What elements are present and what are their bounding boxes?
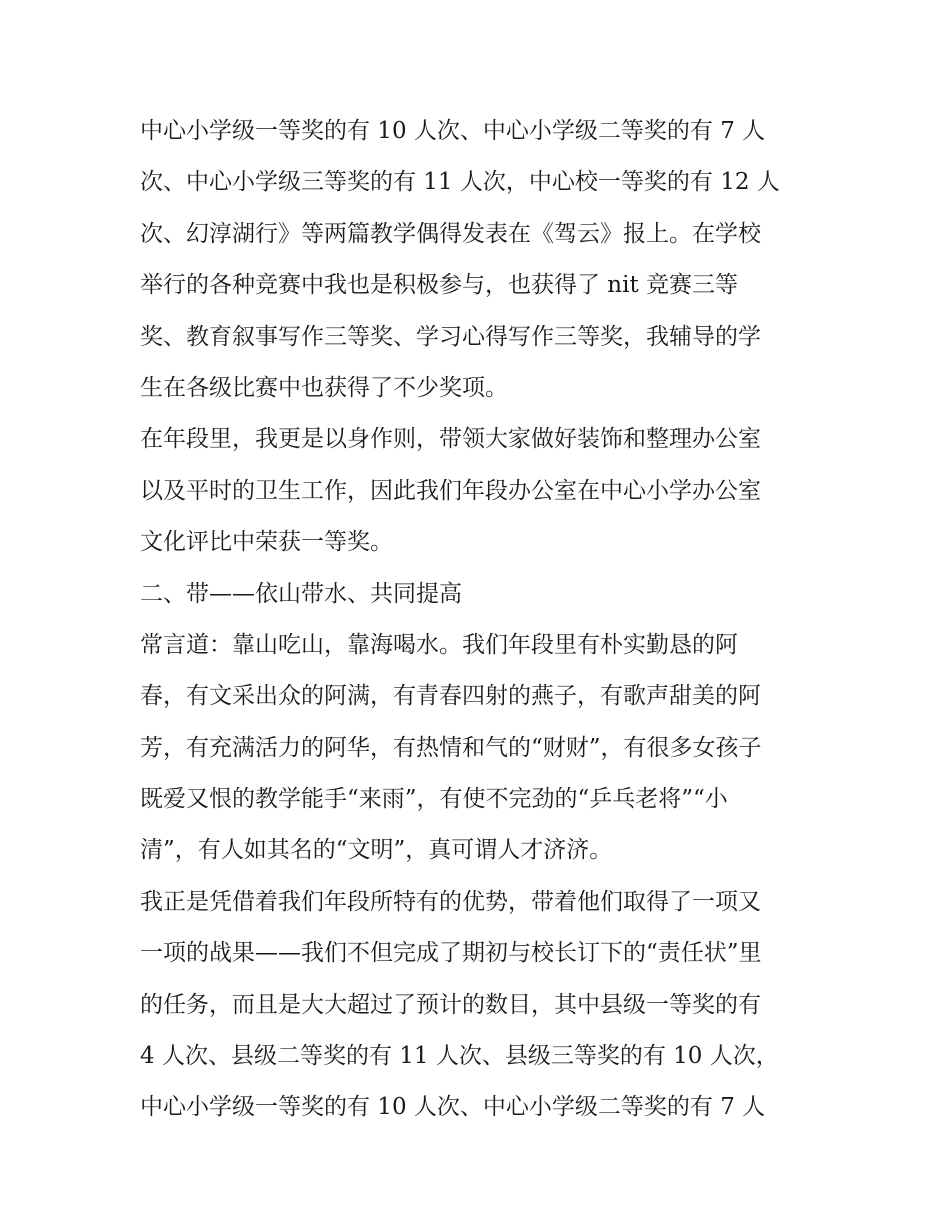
- text-line: 春，有文采出众的阿满，有青春四射的燕子，有歌声甜美的阿: [140, 683, 761, 710]
- section-heading: 二、带——依山带水、共同提高: [140, 580, 462, 607]
- text-line: 一项的战果——我们不但完成了期初与校长订下的“责任状”里: [140, 940, 762, 967]
- text-line: 生在各级比赛中也获得了不少奖项。: [140, 374, 508, 401]
- text-line: 奖、教育叙事写作三等奖、学习心得写作三等奖，我辅导的学: [140, 323, 761, 350]
- text-line: 既爱又恨的教学能手“来雨”，有使不完劲的“乒乓老将”“小: [140, 786, 728, 813]
- document-body: [140, 106, 830, 1134]
- text-line: 次、中心小学级三等奖的有 11 人次，中心校一等奖的有 12 人: [140, 169, 780, 196]
- text-line: 的任务，而且是大大超过了预计的数目，其中县级一等奖的有: [140, 991, 761, 1018]
- text-line: 以及平时的卫生工作，因此我们年段办公室在中心小学办公室: [140, 477, 761, 504]
- text-line: 中心小学级一等奖的有 10 人次、中心小学级二等奖的有 7 人: [140, 118, 766, 144]
- text-line: 4 人次、县级二等奖的有 11 人次、县级三等奖的有 10 人次，: [140, 1043, 779, 1070]
- text-line: 我正是凭借着我们年段所特有的优势，带着他们取得了一项又: [140, 888, 761, 915]
- text-line: 中心小学级一等奖的有 10 人次、中心小学级二等奖的有 7 人: [140, 1094, 766, 1121]
- text-line: 次、幻淳湖行》等两篇教学偶得发表在《驾云》报上。在学校: [140, 220, 761, 247]
- text-line: 常言道：靠山吃山，靠海喝水。我们年段里有朴实勤恳的阿: [140, 631, 738, 658]
- text-line: 举行的各种竞赛中我也是积极参与，也获得了 nit 竞赛三等: [140, 272, 739, 299]
- text-line: 清”，有人如其名的“文明”，真可谓人才济济。: [140, 837, 613, 864]
- text-line: 在年段里，我更是以身作则，带领大家做好装饰和整理办公室: [140, 426, 761, 453]
- text-line: 文化评比中荣获一等奖。: [140, 529, 393, 556]
- text-line: 芳，有充满活力的阿华，有热情和气的“财财”，有很多女孩子: [140, 734, 762, 761]
